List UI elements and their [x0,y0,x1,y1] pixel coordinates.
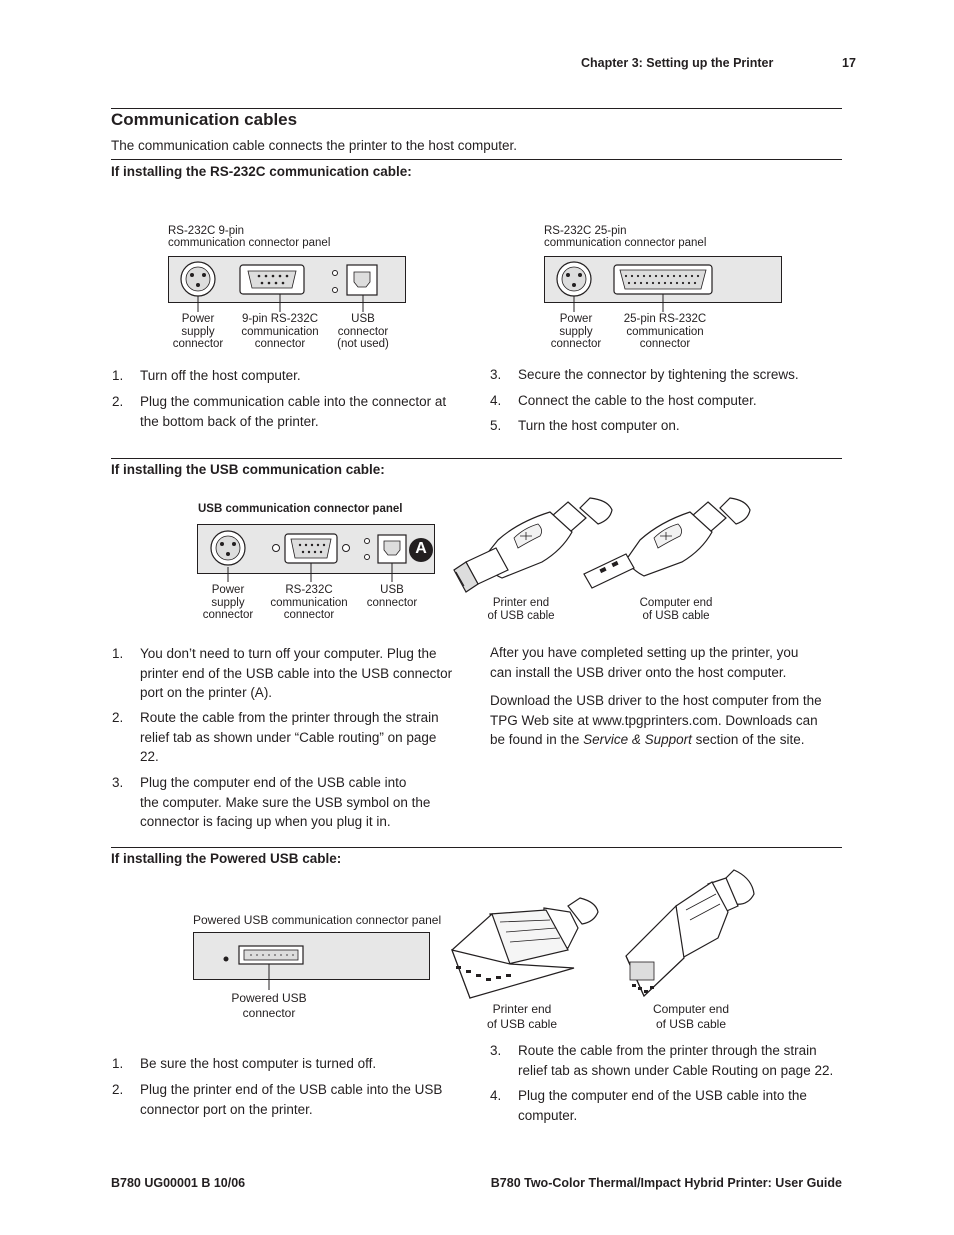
powered-usb-computer-end-image [616,866,766,1000]
caption-9pin-connector: 9-pin RS-232C communication connector [241,313,319,350]
fig-title-line: RS-232C 9-pin [168,225,245,237]
subsection-rule [111,847,842,848]
caption-power-supply: Power supply connector [202,584,254,621]
fig-title: USB communication connector panel [198,503,403,515]
caption-printer-end: Printer end of USB cable [486,1002,558,1031]
caption-usb-connector: USB connector [366,584,418,609]
caption-25pin-connector: 25-pin RS-232C communication connector [623,313,707,350]
list-item: 2. Plug the printer end of the USB cable into the USB connector port on the printer. [112,1082,443,1117]
fig-title-line: communication connector panel [544,237,707,249]
connector-panel-drawing [168,256,406,303]
section-rule [111,108,842,109]
subsection-rule [111,458,842,459]
connector-panel-drawing [193,932,430,980]
footer-title: B780 Two-Color Thermal/Impact Hybrid Printer: User Guide [490,1176,842,1190]
subsection-rule [111,159,842,160]
list-item: 2. Route the cable from the printer through the strain relief tab as shown under “Cable routing” on page 22. [112,710,439,764]
usb-driver-paragraph: After you have completed setting up the printer, you can install the USB driver onto the host computer. [490,645,799,680]
caption-computer-end: Computer end of USB cable [639,597,713,622]
running-header-chapter: Chapter 3: Setting up the Printer [581,56,774,70]
section-title: Communication cables [111,110,298,129]
service-support-emphasis: Service & Support [583,732,692,747]
fig-title-line: RS-232C 25-pin [544,225,627,237]
connector-panel-drawing [197,524,435,574]
list-item: 3. Route the cable from the printer through the strain relief tab as shown under Cable Routing on page 22. [490,1043,834,1078]
list-item: 1. You don’t need to turn off your computer. Plug the printer end of the USB cable into the USB connector port on the printer (A). [112,646,453,700]
connector-panel-drawing [544,256,782,303]
usb-download-paragraph: Download the USB driver to the host computer from the TPG Web site at www.tpgprinters.com. Downloads can be found in the Service & Support section of the site. [490,693,822,747]
page-number: 17 [842,56,856,70]
list-item: 4. Plug the computer end of the USB cable into the computer. [490,1088,807,1123]
section-intro: The communication cable connects the printer to the host computer. [111,138,517,153]
list-item: 2. Plug the communication cable into the connector at the bottom back of the printer. [112,394,447,429]
powered-usb-heading: If installing the Powered USB cable: [111,851,342,866]
fig-title: Powered USB communication connector panel [193,913,442,927]
caption-power-supply: Power supply connector [550,313,602,350]
caption-power-supply: Power supply connector [172,313,224,350]
usb-heading: If installing the USB communication cable: [111,462,385,477]
marker-a-label: A [415,540,427,557]
caption-computer-end: Computer end of USB cable [652,1002,730,1031]
caption-usb-not-used: USB connector (not used) [337,313,389,350]
caption-powered-usb-connector: Powered USB connector [231,991,307,1020]
fig-title-line: communication connector panel [168,237,331,249]
caption-rs232-connector: RS-232C communication connector [270,584,348,621]
caption-printer-end: Printer end of USB cable [487,597,555,622]
usb-a-plug-image [582,488,752,600]
footer-doc-id: B780 UG00001 B 10/06 [111,1176,246,1190]
rs232-heading: If installing the RS-232C communication cable: [111,164,412,179]
list-item: 3. Plug the computer end of the USB cable into the computer. Make sure the USB symbol on the connector is facing up when you plug it in. [112,775,431,829]
powered-usb-printer-end-image [448,890,608,1002]
